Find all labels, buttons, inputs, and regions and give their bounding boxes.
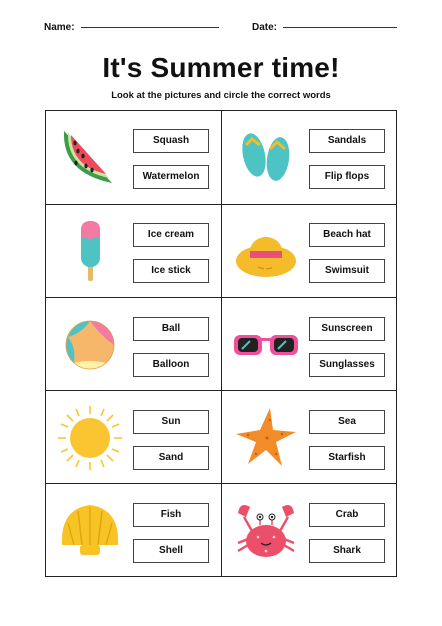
word-option[interactable]: Sandals [309, 129, 385, 153]
word-option[interactable]: Fish [133, 503, 209, 527]
word-option[interactable]: Beach hat [309, 223, 385, 247]
beach-ball-icon [54, 309, 126, 381]
word-option[interactable]: Shark [309, 539, 385, 563]
word-option[interactable]: Crab [309, 503, 385, 527]
word-option[interactable]: Balloon [133, 353, 209, 377]
starfish-icon [230, 402, 302, 474]
word-option[interactable]: Starfish [309, 446, 385, 470]
sun-icon [54, 402, 126, 474]
word-option[interactable]: Sun [133, 410, 209, 434]
date-line[interactable] [283, 26, 397, 28]
cell-shell [46, 485, 221, 578]
word-option[interactable]: Ice stick [133, 259, 209, 283]
cell-beach-hat [222, 205, 397, 298]
word-option[interactable]: Watermelon [133, 165, 209, 189]
word-option[interactable]: Sand [133, 446, 209, 470]
word-option[interactable]: Ice cream [133, 223, 209, 247]
word-option[interactable]: Swimsuit [309, 259, 385, 283]
name-label: Name: [44, 22, 75, 33]
word-option[interactable]: Sunglasses [309, 353, 385, 377]
word-option[interactable]: Squash [133, 129, 209, 153]
word-option[interactable]: Shell [133, 539, 209, 563]
cell-starfish [222, 392, 397, 485]
word-option[interactable]: Ball [133, 317, 209, 341]
name-field [44, 22, 219, 33]
flip-flops-icon [230, 121, 302, 193]
date-label: Date: [252, 22, 278, 33]
cell-beach-ball [46, 299, 221, 392]
date-field [252, 22, 397, 33]
worksheet-grid [45, 110, 397, 577]
cell-ice-cream [46, 205, 221, 298]
beach-hat-icon [230, 215, 302, 287]
page-subtitle: Look at the pictures and circle the correct words [111, 90, 331, 101]
page-title: It's Summer time! [102, 52, 340, 83]
watermelon-icon [54, 121, 126, 193]
word-option[interactable]: Sunscreen [309, 317, 385, 341]
crab-icon [230, 495, 302, 567]
cell-watermelon [46, 111, 221, 204]
cell-sunglasses [222, 299, 397, 392]
word-option[interactable]: Sea [309, 410, 385, 434]
cell-flip-flops [222, 111, 397, 204]
name-line[interactable] [81, 26, 219, 28]
sunglasses-icon [230, 309, 302, 381]
shell-icon [54, 495, 126, 567]
word-option[interactable]: Flip flops [309, 165, 385, 189]
ice-cream-icon [54, 215, 126, 287]
cell-crab [222, 485, 397, 578]
cell-sun [46, 392, 221, 485]
